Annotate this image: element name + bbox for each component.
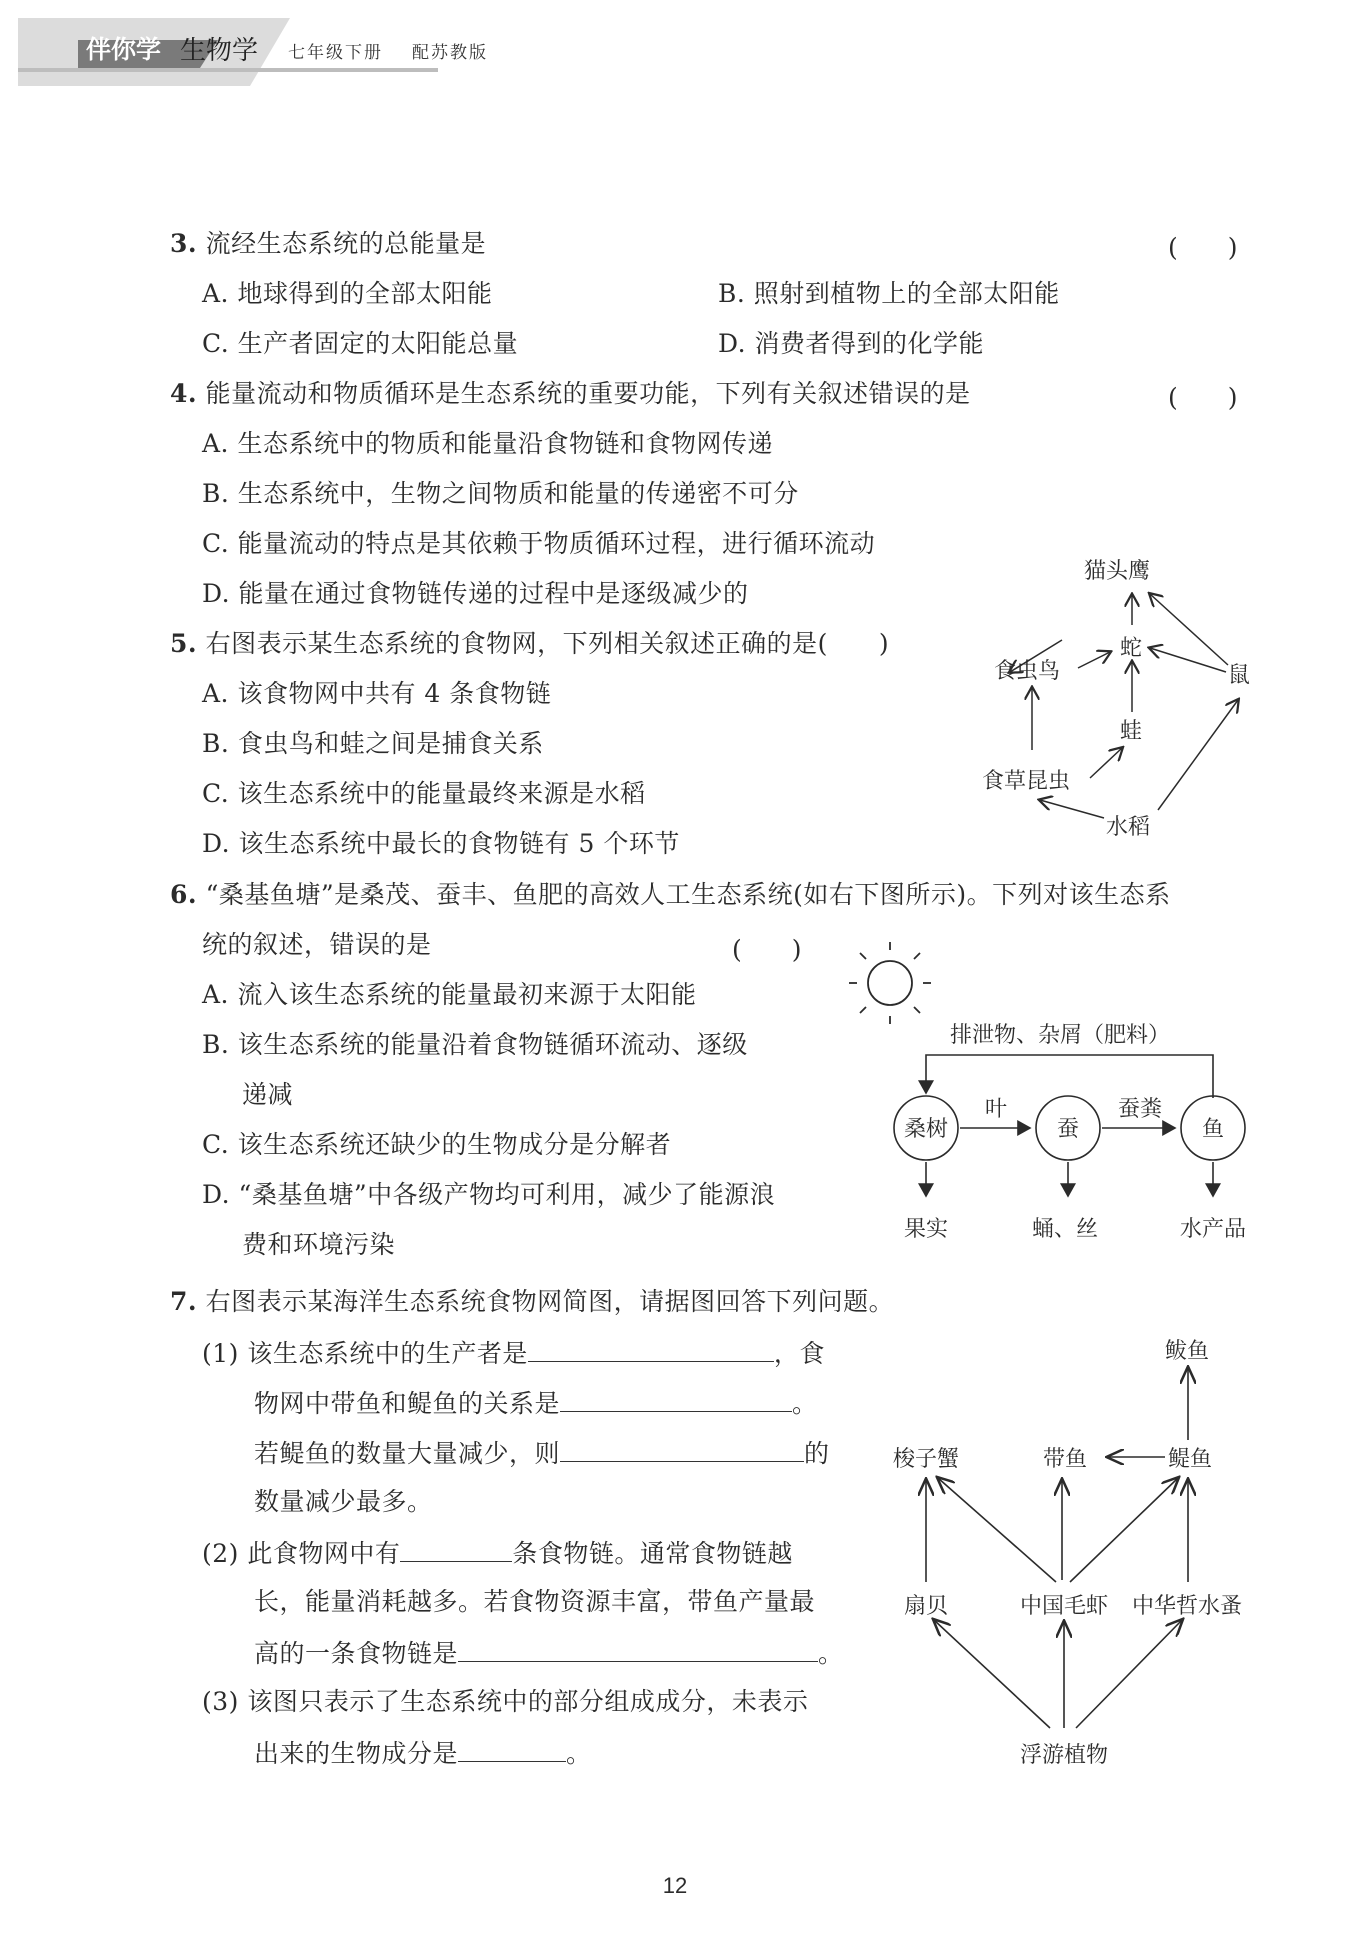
q7-number: 7.	[170, 1287, 198, 1316]
label-manure: 排泄物、杂屑（肥料）	[950, 1023, 1171, 1048]
q6-number: 6.	[170, 880, 198, 909]
node-owl: 猫头鹰	[1084, 559, 1151, 584]
node-herbivorous-insect: 食草昆虫	[982, 769, 1071, 794]
q3-answer-paren: ( )	[1168, 233, 1238, 262]
q5-option-c: C. 该生态系统中的能量最终来源是水稻	[202, 779, 646, 808]
q4-option-c: C. 能量流动的特点是其依赖于物质循环过程，进行循环流动	[202, 529, 876, 558]
node-fish: 鱼	[1202, 1117, 1225, 1142]
q3-option-c: C. 生产者固定的太阳能总量	[202, 329, 519, 358]
q5-text: 右图表示某生态系统的食物网，下列相关叙述正确的是( )	[205, 629, 890, 658]
node-mackerel: 鲅鱼	[1165, 1339, 1210, 1364]
node-copepod: 中华哲水蚤	[1132, 1594, 1243, 1619]
node-shrimp: 中国毛虾	[1020, 1594, 1109, 1619]
q5-number: 5.	[170, 629, 198, 658]
q4-option-b: B. 生态系统中，生物之间物质和能量的传递密不可分	[202, 479, 799, 508]
label-silkworm-dung: 蚕粪	[1118, 1097, 1163, 1122]
brand-name: 伴你学	[86, 35, 162, 64]
q5-option-a: A. 该食物网中共有 4 条食物链	[202, 679, 552, 708]
grade-label: 七年级下册	[288, 43, 383, 63]
q4-text: 能量流动和物质循环是生态系统的重要功能，下列有关叙述错误的是	[205, 379, 971, 408]
node-snake: 蛇	[1120, 636, 1143, 661]
q7-arrows	[926, 1368, 1188, 1728]
q6-option-c: C. 该生态系统还缺少的生物成分是分解者	[202, 1130, 672, 1159]
node-mulberry: 桑树	[904, 1117, 949, 1142]
q7-p1-text-d: 。	[792, 1389, 818, 1418]
q7-part2-line2: 长，能量消耗越多。若食物资源丰富，带鱼产量最	[254, 1587, 816, 1616]
node-hairtail: 带鱼	[1043, 1447, 1088, 1472]
q7-p3-text-b: 出来的生物成分是	[254, 1739, 459, 1768]
q6-option-a: A. 流入该生态系统的能量最初来源于太阳能	[202, 980, 697, 1009]
page-number: 12	[662, 1873, 688, 1898]
node-silkworm: 蚕	[1057, 1117, 1080, 1142]
node-insectivorous-bird: 食虫鸟	[994, 659, 1061, 684]
q7-p2-text-e: 。	[818, 1639, 844, 1668]
q7-p2-text-a: (2) 此食物网中有	[202, 1539, 401, 1568]
node-rice: 水稻	[1106, 815, 1151, 840]
q3-option-a: A. 地球得到的全部太阳能	[202, 279, 493, 308]
product-fruit: 果实	[904, 1217, 949, 1242]
q7-p1-text-b: ，食	[773, 1339, 825, 1368]
q3-number: 3.	[170, 229, 198, 258]
product-aquatic: 水产品	[1180, 1217, 1247, 1242]
q6-option-d-line2: 费和环境污染	[242, 1230, 396, 1259]
q7-p3-text-c: 。	[566, 1739, 592, 1768]
q6-stem-line2: 统的叙述，错误的是	[202, 930, 432, 959]
product-pupa-silk: 蛹、丝	[1032, 1217, 1099, 1242]
q7-p1-text-a: (1) 该生态系统中的生产者是	[202, 1339, 528, 1368]
q3-option-b: B. 照射到植物上的全部太阳能	[718, 279, 1060, 308]
q4-answer-paren: ( )	[1168, 383, 1238, 412]
q7-p2-text-b: 条食物链。通常食物链越	[512, 1539, 793, 1568]
q7-p2-text-d: 高的一条食物链是	[254, 1639, 459, 1668]
q3-text: 流经生态系统的总能量是	[205, 229, 487, 258]
q6-answer-paren: ( )	[732, 935, 802, 964]
q7-p1-text-c: 物网中带鱼和鳀鱼的关系是	[254, 1389, 561, 1418]
q7-p1-text-e: 若鳀鱼的数量大量减少，则	[254, 1439, 561, 1468]
q6-option-b-line2: 递减	[242, 1080, 294, 1109]
node-scallop: 扇贝	[904, 1594, 949, 1619]
q7-text: 右图表示某海洋生态系统食物网简图，请据图回答下列问题。	[205, 1287, 895, 1316]
node-phytoplankton: 浮游植物	[1020, 1743, 1109, 1768]
q4-option-d: D. 能量在通过食物链传递的过程中是逐级减少的	[202, 579, 749, 608]
q4-option-a: A. 生态系统中的物质和能量沿食物链和食物网传递	[202, 429, 773, 458]
edition-label: 配苏教版	[412, 43, 488, 63]
q5-option-b: B. 食虫鸟和蛙之间是捕食关系	[202, 729, 544, 758]
q6-option-d-line1: D. “桑基鱼塘”中各级产物均可利用，减少了能源浪	[202, 1180, 776, 1209]
q7-p1-text-f: 的	[804, 1439, 830, 1468]
node-anchovy: 鳀鱼	[1168, 1447, 1213, 1472]
q3-option-d: D. 消费者得到的化学能	[718, 329, 985, 358]
subject-name: 生物学	[180, 36, 259, 66]
node-frog: 蛙	[1120, 719, 1143, 744]
q7-part1-line4: 数量减少最多。	[254, 1487, 433, 1516]
q4-number: 4.	[170, 379, 198, 408]
q6-text1: “桑基鱼塘”是桑茂、蚕丰、鱼肥的高效人工生态系统(如右下图所示)。下列对该生态系	[205, 880, 1171, 909]
label-leaf: 叶	[985, 1097, 1008, 1122]
q7-part3-line1: (3) 该图只表示了生态系统中的部分组成成分，未表示	[202, 1687, 809, 1716]
q6-option-b-line1: B. 该生态系统的能量沿着食物链循环流动、逐级	[202, 1030, 748, 1059]
node-swimming-crab: 梭子蟹	[893, 1447, 960, 1472]
q5-option-d: D. 该生态系统中最长的食物链有 5 个环节	[202, 829, 680, 858]
node-mouse: 鼠	[1228, 663, 1251, 688]
